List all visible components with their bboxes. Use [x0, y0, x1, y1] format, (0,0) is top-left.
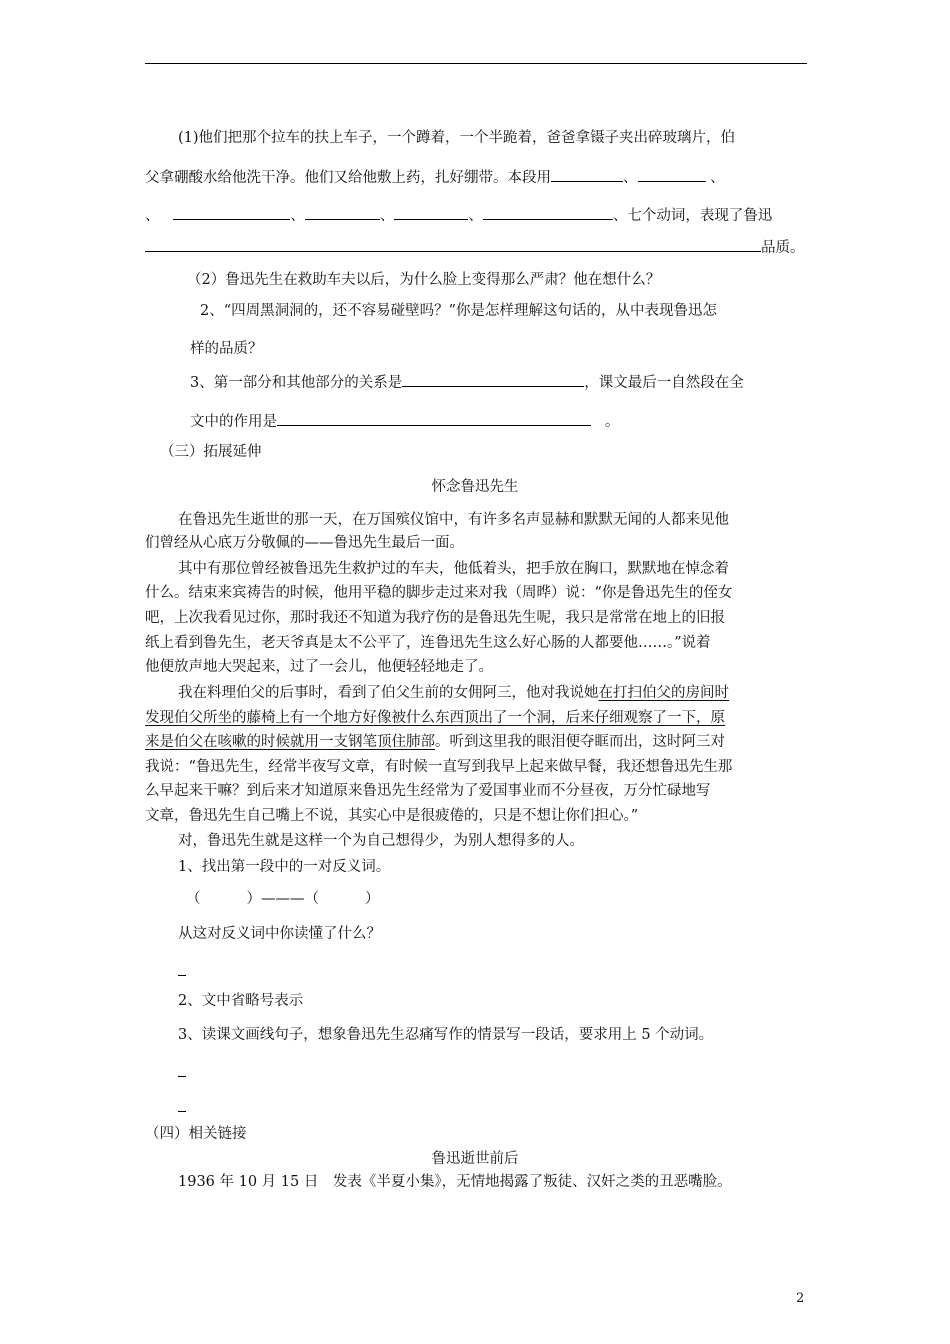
underlined-sentence: 发现伯父所坐的藤椅上有一个地方好像被什么东西顶出了一个洞，后来仔细观察了一下，原 [145, 710, 725, 726]
article-p3-l1: 我在料理伯父的后事时，看到了伯父生前的女佣阿三，他对我说她在打扫伯父的房间时 [178, 685, 729, 701]
answer-blank[interactable] [483, 204, 613, 220]
underlined-sentence: 在打扫伯父的房间时 [598, 685, 729, 701]
article-title: 怀念鲁迅先生 [431, 479, 519, 495]
exercise-3: 3、读课文画线句子，想象鲁迅先生忍痛写作的情景写一段话，要求用上 5 个动词。 [178, 1027, 714, 1043]
answer-blank[interactable] [277, 410, 591, 426]
answer-blank[interactable] [145, 236, 761, 252]
section-heading-3: （三）拓展延伸 [160, 444, 262, 460]
q1-line2: 父拿硼酸水给他洗干净。他们又给他敷上药，扎好绷带。本段用 、 、 [145, 166, 725, 188]
answer-blank[interactable] [394, 204, 468, 220]
answer-line[interactable] [178, 962, 186, 982]
q1-line3: 、 、 、 、 、七个动词，表现了鲁迅 [145, 204, 772, 226]
q-2-line2: 样的品质？ [190, 341, 263, 357]
exercise-1-question: 从这对反义词中你读懂了什么？ [178, 926, 381, 942]
article-p3-l6: 文章，鲁迅先生自己嘴上不说，其实心中是很疲倦的，只是不想让你们担心。” [145, 808, 639, 824]
exercise-1: 1、找出第一段中的一对反义词。 [178, 859, 391, 875]
article-p3-l5: 么早起来干嘛？到后来才知道原来鲁迅先生经常为了爱国事业而不分昼夜，万分忙碌地写 [145, 783, 711, 799]
article-p4: 对，鲁迅先生就是这样一个为自己想得少，为别人想得多的人。 [178, 833, 584, 849]
article-p2-l1: 其中有那位曾经被鲁迅先生救护过的车夫，他低着头，把手放在胸口，默默地在悼念着 [178, 561, 729, 577]
link-title: 鲁迅逝世前后 [431, 1151, 519, 1167]
underlined-sentence: 来是伯父在咳嗽的时候就用一支钢笔顶住肺部 [145, 734, 435, 750]
exercise-2: 2、文中省略号表示 [178, 993, 304, 1009]
answer-blank[interactable] [551, 166, 623, 182]
answer-blank[interactable] [638, 166, 706, 182]
article-p1-l2: 们曾经从心底万分敬佩的——鲁迅先生最后一面。 [145, 535, 464, 551]
exercise-1-pair: （ ）———（ ） [186, 891, 380, 907]
answer-line[interactable] [178, 1063, 186, 1083]
q-2-line1: 2、“四周黑洞洞的，还不容易碰壁吗？”你是怎样理解这句话的，从中表现鲁迅怎 [200, 303, 718, 319]
article-p2-l4: 纸上看到鲁先生，老天爷真是太不公平了，连鲁迅先生这么好心肠的人都要他……。”说着 [145, 635, 711, 651]
article-p2-l2: 什么。结束来宾祷告的时候，他用平稳的脚步走过来对我（周晔）说：“你是鲁迅先生的侄女 [145, 585, 733, 601]
article-p2-l5: 他便放声地大哭起来，过了一会儿，他便轻轻地走了。 [145, 659, 493, 675]
q2: （2）鲁迅先生在救助车夫以后，为什么脸上变得那么严肃？他在想什么？ [187, 272, 661, 288]
section-heading-4: （四）相关链接 [145, 1126, 247, 1142]
q1-line4: 品质。 [145, 236, 805, 258]
answer-blank[interactable] [305, 204, 380, 220]
article-p3-l2 [145, 708, 725, 728]
article-p1-l1: 在鲁迅先生逝世的那一天，在万国殡仪馆中，有许多名声显赫和默默无闻的人都来见他 [178, 512, 729, 528]
answer-blank[interactable] [173, 204, 290, 220]
answer-blank[interactable] [402, 371, 584, 387]
article-p3-l3: 来是伯父在咳嗽的时候就用一支钢笔顶住肺部。听到这里我的眼泪便夺眶而出，这时阿三对 [145, 734, 725, 750]
article-p3-l4: 我说：“鲁迅先生，经常半夜写文章，有时候一直写到我早上起来做早餐，我还想鲁迅先生那 [145, 759, 733, 775]
q-3-line1: 3、第一部分和其他部分的关系是 ，课文最后一自然段在全 [190, 371, 744, 393]
link-timeline-entry: 1936 年 10 月 15 日 发表《半夏小集》，无情地揭露了叛徒、汉奸之类的丑恶嘴脸。 [178, 1174, 732, 1190]
header-rule [145, 63, 807, 64]
article-p2-l3: 吧，上次我看见过你，那时我还不知道为我疗伤的是鲁迅先生呢，我只是常常在地上的旧报 [145, 610, 725, 626]
page-number: 2 [796, 1291, 805, 1306]
q-3-line2: 文中的作用是 。 [190, 410, 619, 432]
answer-line[interactable] [178, 1098, 186, 1118]
q1-line1: (1)他们把那个拉车的扶上车子，一个蹲着，一个半跪着，爸爸拿镊子夹出碎玻璃片，伯 [178, 130, 736, 146]
